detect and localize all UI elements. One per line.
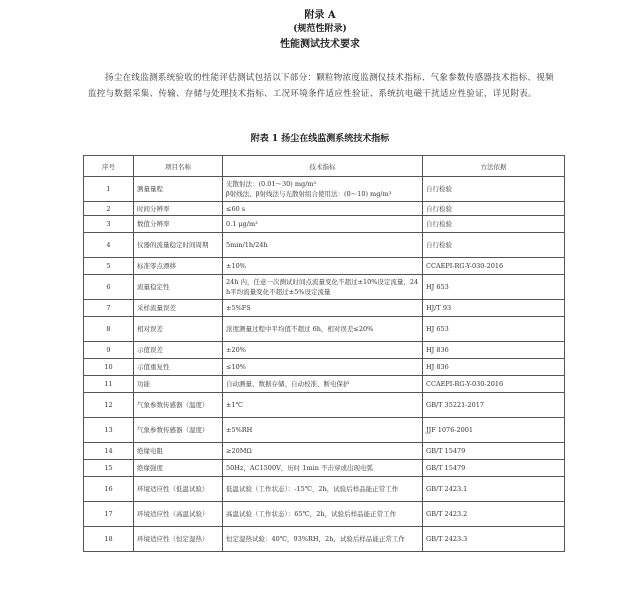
table-caption: 附表 1 扬尘在线监测系统技术指标 xyxy=(250,134,390,144)
row-basis: 自行检验 xyxy=(423,202,565,216)
row-item-name: 气象参数传感器（湿度） xyxy=(134,418,223,443)
row-basis: GB/T 35221-2017 xyxy=(423,393,565,418)
row-item-name: 示值重复性 xyxy=(134,359,223,376)
header-basis: 方法依据 xyxy=(423,156,565,177)
table-row xyxy=(84,202,565,216)
row-basis: CCAEPI-RG-Y-030-2016 xyxy=(423,258,565,275)
table-row xyxy=(84,376,565,393)
table-header-row xyxy=(84,156,565,177)
row-spec: ±5%FS xyxy=(223,300,423,317)
row-basis: GB/T 2423.2 xyxy=(423,502,565,527)
row-item-name: 测量量程 xyxy=(134,177,223,202)
table-row xyxy=(84,233,565,258)
spec-table xyxy=(83,155,565,552)
appendix-title: 附录 A xyxy=(304,10,336,21)
row-number: 14 xyxy=(84,443,134,460)
row-number: 18 xyxy=(84,527,134,552)
row-item-name: 气象参数传感器（温度） xyxy=(134,393,223,418)
row-basis: GB/T 15479 xyxy=(423,443,565,460)
row-item-name: 仪器的流量稳定时间周期 xyxy=(134,233,223,258)
header-spec: 技术指标 xyxy=(223,156,423,177)
row-item-name: 流量稳定性 xyxy=(134,275,223,300)
row-number: 10 xyxy=(84,359,134,376)
row-number: 2 xyxy=(84,202,134,216)
row-spec: 光散射法：(0.01～30) mg/m³ β射线法、β射线法与光散射组合使用法：(0～10) mg/m³ xyxy=(223,177,423,202)
table-row xyxy=(84,258,565,275)
row-spec: 高温试验（工作状态）：65℃，2h，试验后样品能正常工作 xyxy=(223,502,423,527)
row-number: 7 xyxy=(84,300,134,317)
row-number: 11 xyxy=(84,376,134,393)
header-num: 序号 xyxy=(84,156,134,177)
row-item-name: 采样流量误差 xyxy=(134,300,223,317)
table-row xyxy=(84,177,565,202)
row-item-name: 环境适应性（高温试验） xyxy=(134,502,223,527)
table-row xyxy=(84,300,565,317)
row-spec: 自动测量、数据存储、自动校准、断电保护 xyxy=(223,376,423,393)
row-item-name: 环境适应性（恒定湿热） xyxy=(134,527,223,552)
row-spec: ≥20MΩ xyxy=(223,443,423,460)
row-spec: ≤10% xyxy=(223,359,423,376)
row-number: 12 xyxy=(84,393,134,418)
row-item-name: 绝缘强度 xyxy=(134,460,223,477)
row-basis: GB/T 2423.3 xyxy=(423,527,565,552)
row-basis: GB/T 15479 xyxy=(423,460,565,477)
row-spec: 5min/1h/24h xyxy=(223,233,423,258)
row-number: 13 xyxy=(84,418,134,443)
appendix-subtitle: (规范性附录) xyxy=(293,24,347,34)
row-spec: 24h 内，任意一次测试时间点流量变化不超过±10%设定流量，24 h平均流量变化不超过±5%设定流量 xyxy=(223,275,423,300)
row-spec: ±10% xyxy=(223,258,423,275)
row-spec: ±20% xyxy=(223,342,423,359)
table-row xyxy=(84,393,565,418)
row-spec: 50Hz，AC1500V，历时 1min 不击穿或出现电弧 xyxy=(223,460,423,477)
row-number: 3 xyxy=(84,216,134,233)
table-body xyxy=(84,177,565,552)
table-row xyxy=(84,418,565,443)
appendix-heading: 性能测试技术要求 xyxy=(280,39,360,50)
row-number: 17 xyxy=(84,502,134,527)
row-basis: 自行检验 xyxy=(423,216,565,233)
row-spec: ≤60 s xyxy=(223,202,423,216)
row-item-name: 绝缘电阻 xyxy=(134,443,223,460)
table-row xyxy=(84,527,565,552)
row-number: 4 xyxy=(84,233,134,258)
row-basis: HJ/T 93 xyxy=(423,300,565,317)
row-basis: HJ 653 xyxy=(423,275,565,300)
row-number: 6 xyxy=(84,275,134,300)
header-item: 项目名称 xyxy=(134,156,223,177)
table-row xyxy=(84,216,565,233)
table-row xyxy=(84,359,565,376)
row-item-name: 环境适应性（低温试验） xyxy=(134,477,223,502)
row-item-name: 相对误差 xyxy=(134,317,223,342)
row-number: 1 xyxy=(84,177,134,202)
row-spec: 恒定湿热试验：40℃，93%RH，2h，试验后样品能正常工作 xyxy=(223,527,423,552)
row-spec: 浓度测量过程中平均值不超过 6h，相对误差≤20% xyxy=(223,317,423,342)
row-basis: CCAEPI-RG-Y-030-2016 xyxy=(423,376,565,393)
table-row xyxy=(84,443,565,460)
row-item-name: 功能 xyxy=(134,376,223,393)
row-number: 16 xyxy=(84,477,134,502)
row-number: 9 xyxy=(84,342,134,359)
row-item-name: 标准零点漂移 xyxy=(134,258,223,275)
table-row xyxy=(84,342,565,359)
table-row xyxy=(84,460,565,477)
row-basis: 自行检验 xyxy=(423,177,565,202)
row-item-name: 时间分辨率 xyxy=(134,202,223,216)
row-spec: ±1℃ xyxy=(223,393,423,418)
row-basis: HJ 836 xyxy=(423,359,565,376)
row-number: 5 xyxy=(84,258,134,275)
row-spec: 0.1 μg/m³ xyxy=(223,216,423,233)
row-item-name: 数值分辨率 xyxy=(134,216,223,233)
row-spec: 低温试验（工作状态）：-15℃，2h，试验后样品能正常工作 xyxy=(223,477,423,502)
row-basis: 自行检验 xyxy=(423,233,565,258)
intro-paragraph: 扬尘在线监测系统验收的性能评估测试包括以下部分：颗粒物浓度监测仪技术指标、气象参数传感器技术指标、视频监控与数据采集、传输、存储与处理技术指标、工况环境条件适应性验证、系统抗电磁干扰适应性验证，详见附表。 xyxy=(88,73,554,99)
table-row xyxy=(84,477,565,502)
row-basis: HJ 836 xyxy=(423,342,565,359)
row-basis: HJ 653 xyxy=(423,317,565,342)
row-basis: GB/T 2423.1 xyxy=(423,477,565,502)
table-row xyxy=(84,502,565,527)
row-number: 8 xyxy=(84,317,134,342)
row-basis: JJF 1076-2001 xyxy=(423,418,565,443)
row-item-name: 示值误差 xyxy=(134,342,223,359)
row-spec: ±5%RH xyxy=(223,418,423,443)
table-row xyxy=(84,317,565,342)
row-number: 15 xyxy=(84,460,134,477)
table-row xyxy=(84,275,565,300)
